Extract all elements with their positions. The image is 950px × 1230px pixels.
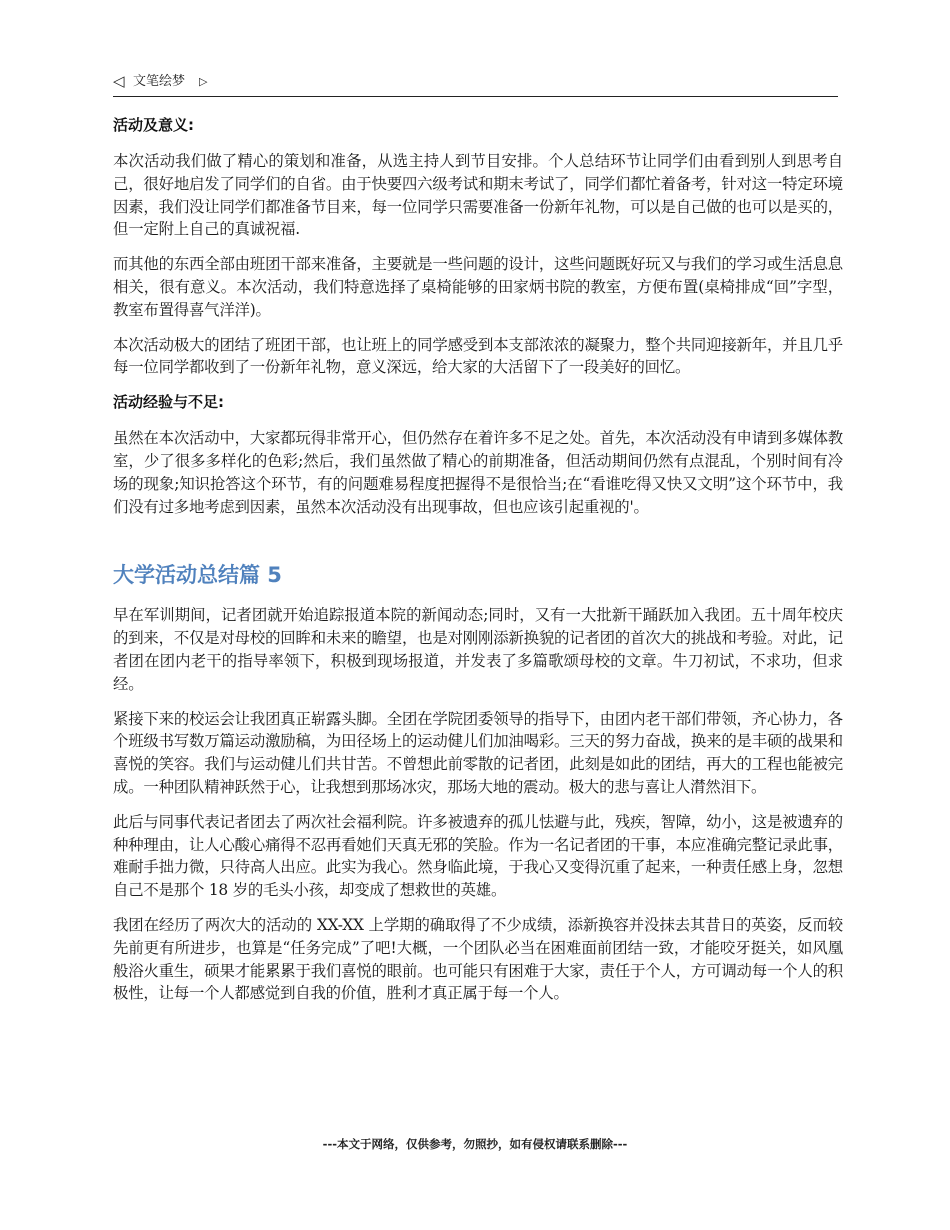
page-footer: ---本文于网络，仅供参考，勿照抄，如有侵权请联系删除--- bbox=[322, 1137, 628, 1151]
paragraph: 早在军训期间，记者团就开始追踪报道本院的新闻动态;同时，又有一大批新干踊跃加入我团。五十周年校庆的到来，不仅是对母校的回眸和未来的瞻望，也是对刚刚添新换貌的记者团的首次大的挑战和考验。对此，记者团在团内老干的指导率领下，积极到现场报道，并发表了多篇歌颂母校的文章。牛刀初试，不求功，但求经。 bbox=[113, 606, 843, 693]
paragraph: 本次活动我们做了精心的策划和准备，从选主持人到节目安排。个人总结环节让同学们由看到别人到思考自己，很好地启发了同学们的自省。由于快要四六级考试和期末考试了，同学们都忙着备考，针对这一特定环境因素，我们没让同学们都准备节目来，每一位同学只需要准备一份新年礼物，可以是自己做的也可以是买的，但一定附上自己的真诚祝福. bbox=[113, 152, 843, 239]
triangle-right-icon: ▷ bbox=[199, 75, 208, 88]
document-body bbox=[113, 114, 843, 1017]
page-header bbox=[113, 70, 838, 97]
paragraph: 我团在经历了两次大的活动的 XX-XX 上学期的确取得了不少成绩，添新换容并没抹去其昔日的英姿，反而较先前更有所进步，也算是“任务完成”了吧!大概，一个团队必当在困难面前团结一致，才能咬牙挺关，如风凰般浴火重生，硕果才能累累于我们喜悦的眼前。也可能只有困难于大家，责任于个人，方可调动每一个人的积极性，让每一个人都感觉到自我的价值，胜利才真正属于每一个人。 bbox=[113, 915, 843, 1003]
paragraph: 本次活动极大的团结了班团干部，也让班上的同学感受到本支部浓浓的凝聚力，整个共同迎接新年，并且几乎每一位同学都收到了一份新年礼物，意义深远，给大家的大活留下了一段美好的回忆。 bbox=[113, 335, 843, 377]
heading-activity-meaning: 活动及意义: bbox=[113, 116, 194, 134]
paragraph: 虽然在本次活动中，大家都玩得非常开心，但仍然存在着许多不足之处。首先，本次活动没有申请到多媒体教室，少了很多多样化的色彩;然后，我们虽然做了精心的前期准备，但活动期间仍然有点混乱，个别时间有冷场的现象;知识抢答这个环节，有的问题难易程度把握得不是很恰当;在“看谁吃得又快又文明”这个环节中，我们没有过多地考虑到因素，虽然本次活动没有出现事故，但也应该引起重视的'。 bbox=[113, 429, 843, 516]
section-title-part5: 大学活动总结篇 5 bbox=[113, 563, 282, 588]
paragraph: 紧接下来的校运会让我团真正崭露头脚。全团在学院团委领导的指导下，由团内老干部们带领，齐心协力，各个班级书写数万篇运动激励稿，为田径场上的运动健儿们加油喝彩。三天的努力奋战，换来的是丰硕的战果和喜悦的笑容。我们与运动健儿们共甘苦。不曾想此前零散的记者团，此刻是如此的团结，再大的工程也能被完成。一种团队精神跃然于心，让我想到那场冰灾，那场大地的震动。极大的悲与喜让人潸然泪下。 bbox=[113, 709, 843, 796]
triangle-left-icon: ◁ bbox=[113, 72, 125, 90]
heading-experience: 活动经验与不足: bbox=[113, 393, 224, 412]
paragraph: 而其他的东西全部由班团干部来准备，主要就是一些问题的设计，这些问题既好玩又与我们的学习或生活息息相关，很有意义。本次活动，我们特意选择了桌椅能够的田家炳书院的教室，方便布置(桌椅排成“回”字型，教室布置得喜气洋洋)。 bbox=[113, 255, 843, 319]
paragraph: 此后与同事代表记者团去了两次社会福利院。许多被遗弃的孤儿怯避与此，残疾，智障，幼小，这是被遗弃的种种理由，让人心酸心痛得不忍再看她们天真无邪的笑脸。作为一名记者团的干事，本应准确完整记录此事，难耐手拙力微，只待高人出应。此实为我心。然身临此境，于我心又变得沉重了起来，一种责任感上身，忽想自己不是那个 18 岁的毛头小孩，却变成了想救世的英雄。 bbox=[113, 812, 843, 900]
header-brand: 文笔绘梦 bbox=[133, 74, 186, 89]
